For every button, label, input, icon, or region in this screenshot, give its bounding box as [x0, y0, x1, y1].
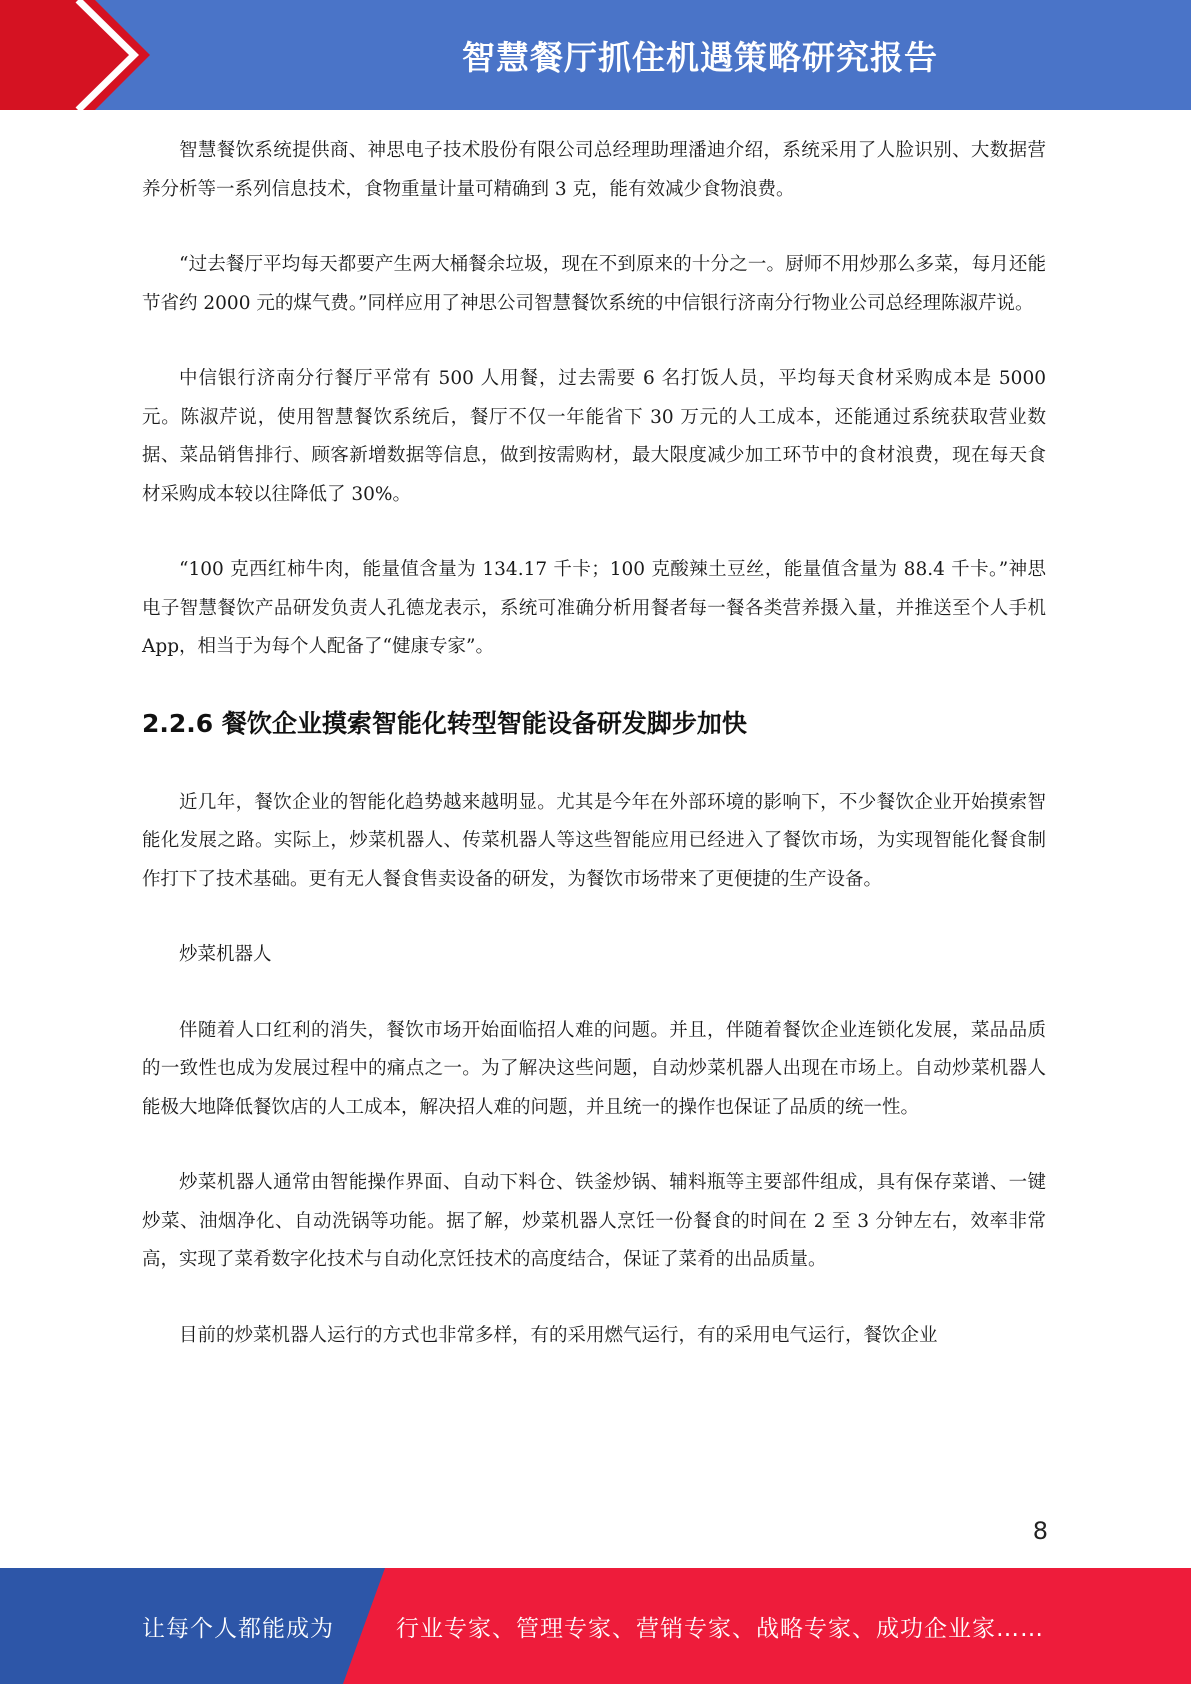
page-header	[0, 0, 1191, 110]
paragraph: 智慧餐饮系统提供商、神思电子技术股份有限公司总经理助理潘迪介绍，系统采用了人脸识别、大数据营养分析等一系列信息技术，食物重量计量可精确到 3 克，能有效减少食物浪费。	[142, 140, 1046, 200]
paragraph: 中信银行济南分行餐厅平常有 500 人用餐，过去需要 6 名打饭人员，平均每天食材采购成本是 5000 元。陈淑芹说，使用智慧餐饮系统后，餐厅不仅一年能省下 30 万元的人工成本，还能通过系统获取营业数据、菜品销售排行、顾客新增数据等信息，做到按需购材，最大限度减少加工环节中的食材浪费，现在每天食材采购成本较以往降低了 30%。	[142, 368, 1046, 505]
page-number: 8	[1032, 1517, 1048, 1545]
footer-slogan-left: 让每个人都能成为	[142, 1615, 334, 1642]
paragraph: “100 克西红柿牛肉，能量值含量为 134.17 千卡；100 克酸辣土豆丝，能量值含量为 88.4 千卡。”神思电子智慧餐饮产品研发负责人孔德龙表示，系统可准确分析用餐者每一餐各类营养摄入量，并推送至个人手机 App，相当于为每个人配备了“健康专家”。	[142, 559, 1046, 657]
footer-slogan-right: 行业专家、管理专家、营销专家、战略专家、成功企业家……	[396, 1615, 1044, 1642]
paragraph: 近几年，餐饮企业的智能化趋势越来越明显。尤其是今年在外部环境的影响下，不少餐饮企业开始摸索智能化发展之路。实际上，炒菜机器人、传菜机器人等这些智能应用已经进入了餐饮市场，为实现智能化餐食制作打下了技术基础。更有无人餐食售卖设备的研发，为餐饮市场带来了更便捷的生产设备。	[142, 791, 1046, 890]
paragraph: 伴随着人口红利的消失，餐饮市场开始面临招人难的问题。并且，伴随着餐饮企业连锁化发展，菜品品质的一致性也成为发展过程中的痛点之一。为了解决这些问题，自动炒菜机器人出现在市场上。自动炒菜机器人能极大地降低餐饮店的人工成本，解决招人难的问题，并且统一的操作也保证了品质的统一性。	[142, 1019, 1046, 1118]
paragraph: 炒菜机器人通常由智能操作界面、自动下料仓、铁釜炒锅、辅料瓶等主要部件组成，具有保存菜谱、一键炒菜、油烟净化、自动洗锅等功能。据了解，炒菜机器人烹饪一份餐食的时间在 2 至 3 分钟左右，效率非常高，实现了菜肴数字化技术与自动化烹饪技术的高度结合，保证了菜肴的出品质量。	[142, 1172, 1046, 1270]
page-content	[142, 132, 1046, 1392]
report-title: 智慧餐厅抓住机遇策略研究报告	[462, 37, 938, 77]
paragraph: 目前的炒菜机器人运行的方式也非常多样，有的采用燃气运行，有的采用电气运行，餐饮企业	[179, 1324, 938, 1346]
section-heading: 2.2.6 餐饮企业摸索智能化转型智能设备研发脚步加快	[142, 708, 747, 738]
paragraph: “过去餐厅平均每天都要产生两大桶餐余垃圾，现在不到原来的十分之一。厨师不用炒那么多菜，每月还能节省约 2000 元的煤气费。”同样应用了神思公司智慧餐饮系统的中信银行济南分行物业公司总经理陈淑芹说。	[142, 254, 1046, 314]
page-footer	[0, 1568, 1191, 1684]
header-red-chevron-decoration	[0, 0, 155, 110]
sub-label: 炒菜机器人	[179, 944, 272, 965]
